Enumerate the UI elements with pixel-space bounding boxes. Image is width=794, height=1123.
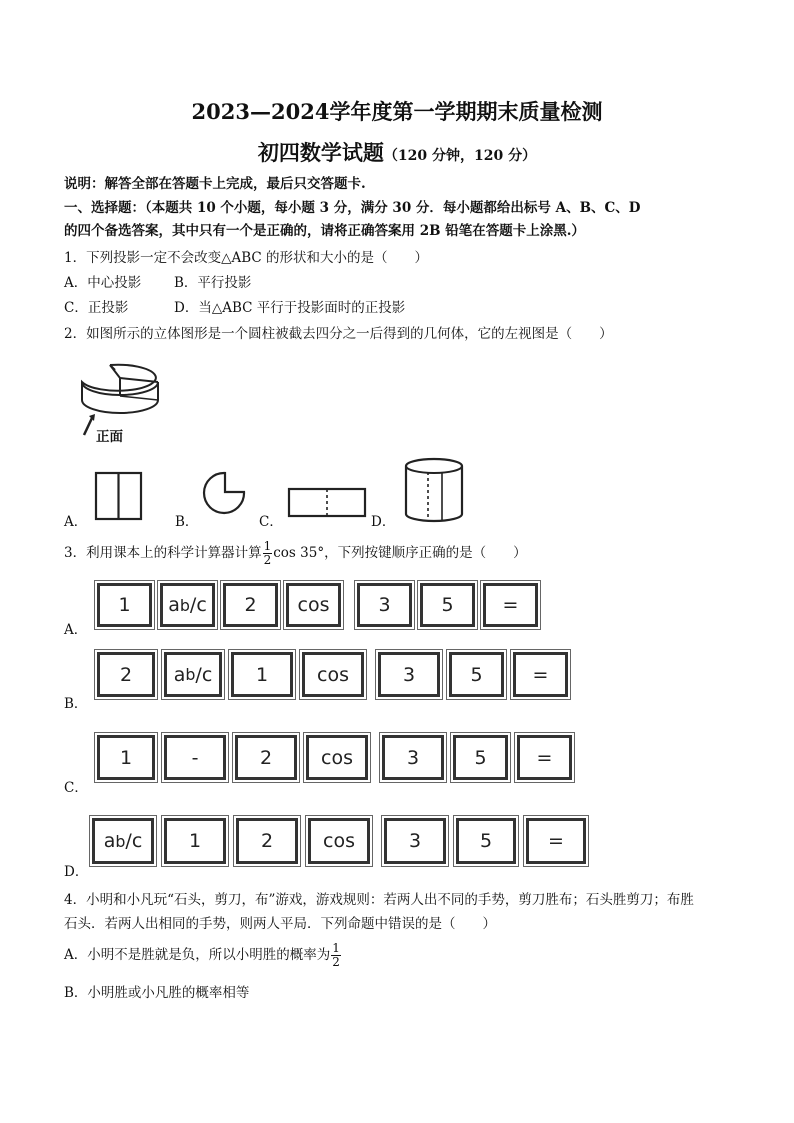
key-5: 5 bbox=[420, 583, 475, 627]
q4-frac-den: 2 bbox=[332, 955, 340, 969]
q3-frac-num: 1 bbox=[263, 539, 272, 553]
key-glyph-a: a bbox=[173, 663, 186, 686]
q3-row-d bbox=[92, 818, 586, 864]
key-glyph-b: b bbox=[115, 831, 126, 851]
key-5: 5 bbox=[453, 735, 508, 780]
q3-row-b bbox=[97, 652, 568, 697]
q3-stem-post: cos 35°，下列按键顺序正确的是（ ） bbox=[273, 545, 527, 561]
q3-row-d-label: D． bbox=[64, 864, 89, 880]
key-glyph-b: b bbox=[185, 665, 196, 684]
q1-option-b: B．平行投影 bbox=[174, 275, 252, 291]
q1-option-a: A．中心投影 bbox=[64, 275, 142, 291]
q1-option-c: C．正投影 bbox=[64, 300, 129, 316]
q3-row-a-label: A． bbox=[64, 622, 88, 638]
q2-option-a-figure bbox=[95, 472, 145, 522]
key-5: 5 bbox=[449, 652, 504, 697]
key-2: 2 bbox=[236, 818, 298, 864]
q3-row-b-label: B． bbox=[64, 696, 88, 712]
subtitle-note: （120 分钟，120 分） bbox=[383, 148, 537, 164]
q2-option-a-label: A． bbox=[64, 514, 88, 530]
q1-option-d: D．当△ABC 平行于投影面时的正投影 bbox=[174, 300, 406, 316]
key-glyph-a: a bbox=[168, 594, 180, 616]
key-cos: cos bbox=[286, 583, 341, 627]
key-1: 1 bbox=[97, 583, 152, 627]
key-1: 1 bbox=[97, 735, 155, 780]
key-1: 1 bbox=[231, 652, 293, 697]
key-abc bbox=[160, 583, 215, 627]
key-equals: = bbox=[513, 652, 568, 697]
q4-fraction bbox=[331, 942, 341, 969]
q2-option-b-label: B． bbox=[175, 514, 199, 530]
key-abc bbox=[164, 652, 222, 697]
key-equals: = bbox=[517, 735, 572, 780]
q2-option-c-figure bbox=[288, 488, 368, 520]
key-cos: cos bbox=[302, 652, 364, 697]
key-equals: = bbox=[526, 818, 586, 864]
q2-option-b-figure bbox=[203, 470, 253, 520]
key-3: 3 bbox=[384, 818, 446, 864]
key-1: 1 bbox=[164, 818, 226, 864]
q3-fraction bbox=[263, 540, 273, 567]
key-cos: cos bbox=[308, 818, 370, 864]
subtitle-text: 初四数学试题 bbox=[257, 140, 384, 165]
exam-subtitle bbox=[0, 137, 794, 167]
key-glyph-c: /c bbox=[189, 594, 207, 616]
key-3: 3 bbox=[378, 652, 440, 697]
q4-option-b: B．小明胜或小凡胜的概率相等 bbox=[64, 985, 250, 1001]
key-minus: - bbox=[164, 735, 226, 780]
q3-row-a bbox=[97, 583, 538, 627]
key-3: 3 bbox=[382, 735, 444, 780]
q4-option-a bbox=[64, 942, 342, 969]
key-equals: = bbox=[483, 583, 538, 627]
q2-option-d-figure bbox=[398, 456, 468, 524]
key-3: 3 bbox=[357, 583, 412, 627]
key-glyph-c: /c bbox=[125, 830, 143, 852]
key-glyph-a: a bbox=[103, 830, 116, 852]
q2-front-label: 正面 bbox=[96, 429, 123, 445]
q3-stem-pre: 3．利用课本上的科学计算器计算 bbox=[64, 545, 262, 561]
key-glyph-c: /c bbox=[195, 663, 213, 686]
q1-stem: 1．下列投影一定不会改变△ABC 的形状和大小的是（ ） bbox=[64, 250, 429, 266]
key-glyph-b: b bbox=[179, 595, 190, 615]
key-2: 2 bbox=[223, 583, 278, 627]
instructions-note: 说明：解答全部在答题卡上完成，最后只交答题卡. bbox=[64, 176, 366, 192]
q2-option-c-label: C． bbox=[259, 514, 283, 530]
q4-frac-num: 1 bbox=[332, 941, 340, 955]
q3-row-c bbox=[97, 735, 572, 780]
key-5: 5 bbox=[456, 818, 516, 864]
key-abc bbox=[92, 818, 154, 864]
q2-stem: 2．如图所示的立体图形是一个圆柱被截去四分之一后得到的几何体，它的左视图是（ ） bbox=[64, 326, 613, 342]
key-cos: cos bbox=[306, 735, 368, 780]
q3-stem bbox=[64, 540, 527, 567]
q3-row-c-label: C． bbox=[64, 780, 88, 796]
section1-line1: 一、选择题：（本题共 10 个小题，每小题 3 分，满分 30 分．每小题都给出标号 A、B、C、D bbox=[64, 200, 641, 216]
section1-line2: 的四个备选答案，其中只有一个是正确的，请将正确答案用 2B 铅笔在答题卡上涂黑.） bbox=[64, 223, 585, 239]
key-2: 2 bbox=[97, 652, 155, 697]
q4-option-a-text: A．小明不是胜就是负，所以小明胜的概率为 bbox=[64, 947, 331, 963]
q4-line1: 4．小明和小凡玩“石头，剪刀，布”游戏，游戏规则：若两人出不同的手势，剪刀胜布；石头胜剪刀；布胜 bbox=[64, 892, 694, 908]
q2-option-d-label: D． bbox=[371, 514, 396, 530]
q4-line2: 石头．若两人出相同的手势，则两人平局．下列命题中错误的是（ ） bbox=[64, 916, 496, 932]
q3-frac-den: 2 bbox=[263, 553, 272, 567]
key-2: 2 bbox=[235, 735, 297, 780]
exam-title: 2023—2024学年度第一学期期末质量检测 bbox=[191, 99, 603, 124]
